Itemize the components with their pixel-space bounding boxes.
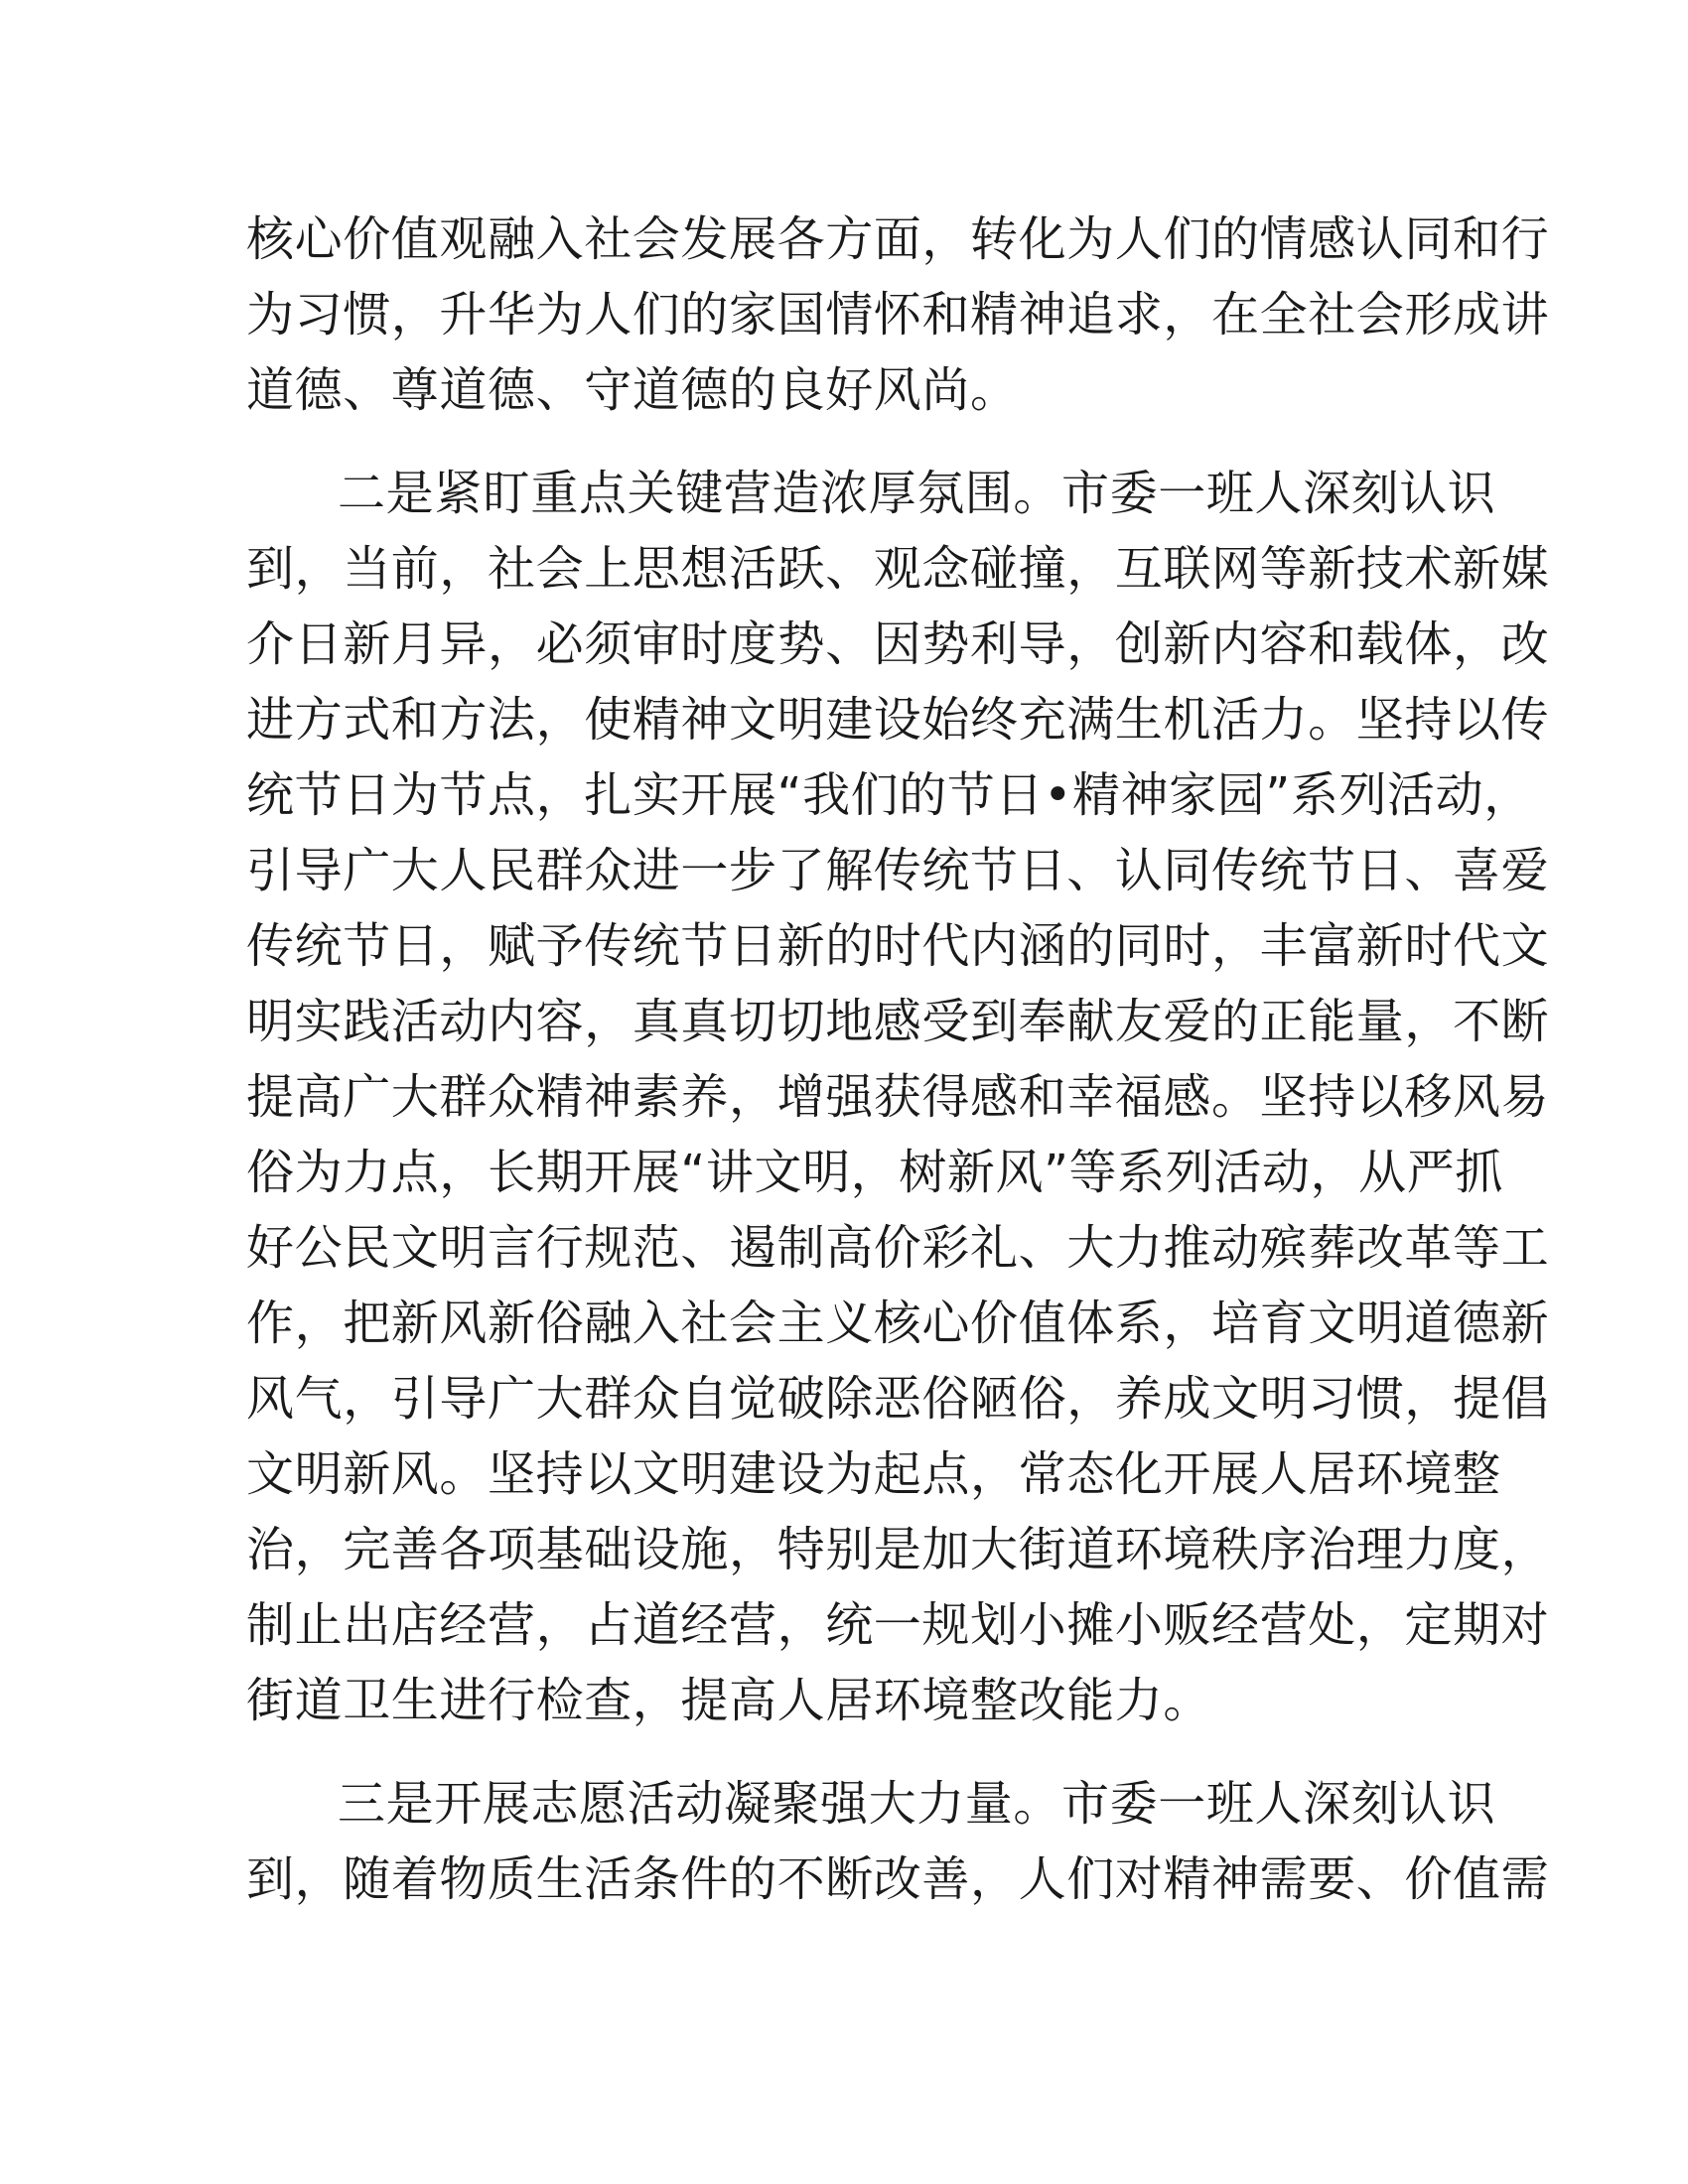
paragraph-two — [246, 463, 1550, 1731]
text-line: 道德、尊道德、守道德的良好风尚。 — [246, 362, 1019, 418]
paragraph-continuation — [246, 208, 1550, 421]
paragraph-three — [246, 1773, 1550, 1910]
text-line: 引导广大人民群众进一步了解传统节日、认同传统节日、喜爱 — [246, 843, 1550, 898]
text-line: 到，当前，社会上思想活跃、观念碰撞，互联网等新技术新媒 — [246, 541, 1550, 597]
text-line: 制止出店经营，占道经营，统一规划小摊小贩经营处，定期对 — [246, 1597, 1550, 1653]
text-line: 明实践活动内容，真真切切地感受到奉献友爱的正能量，不断 — [246, 994, 1550, 1049]
text-line: 为习惯，升华为人们的家国情怀和精神追求，在全社会形成讲 — [246, 287, 1550, 342]
document-page — [246, 208, 1550, 1924]
text-line: 传统节日，赋予传统节日新的时代内涵的同时，丰富新时代文 — [246, 918, 1550, 974]
text-line: 作，把新风新俗融入社会主义核心价值体系，培育文明道德新 — [246, 1296, 1550, 1351]
text-line: 进方式和方法，使精神文明建设始终充满生机活力。坚持以传 — [246, 692, 1550, 748]
text-line: 俗为力点，长期开展“讲文明，树新风”等系列活动，从严抓 — [246, 1145, 1503, 1200]
paragraph-spacing — [246, 435, 1438, 463]
text-line: 风气，引导广大群众自觉破除恶俗陋俗，养成文明习惯，提倡 — [246, 1371, 1550, 1427]
paragraph-spacing — [246, 1745, 1438, 1773]
text-line: 治，完善各项基础设施，特别是加大街道环境秩序治理力度， — [246, 1522, 1550, 1577]
text-line: 好公民文明言行规范、遏制高价彩礼、大力推动殡葬改革等工 — [246, 1220, 1550, 1276]
text-line: 统节日为节点，扎实开展“我们的节日•精神家园”系列活动， — [246, 767, 1532, 823]
text-line: 街道卫生进行检查，提高人居环境整改能力。 — [246, 1673, 1212, 1728]
text-line: 提高广大群众精神素养，增强获得感和幸福感。坚持以移风易 — [246, 1069, 1550, 1125]
text-line: 文明新风。坚持以文明建设为起点，常态化开展人居环境整 — [246, 1446, 1501, 1502]
text-line: 介日新月异，必须审时度势、因势利导，创新内容和载体，改 — [246, 616, 1550, 672]
text-line: 核心价值观融入社会发展各方面，转化为人们的情感认同和行 — [246, 211, 1550, 267]
text-line: 到，随着物质生活条件的不断改善，人们对精神需要、价值需 — [246, 1851, 1550, 1907]
text-line: 三是开展志愿活动凝聚强大力量。市委一班人深刻认识 — [338, 1776, 1496, 1832]
text-line: 二是紧盯重点关键营造浓厚氛围。市委一班人深刻认识 — [338, 466, 1496, 521]
